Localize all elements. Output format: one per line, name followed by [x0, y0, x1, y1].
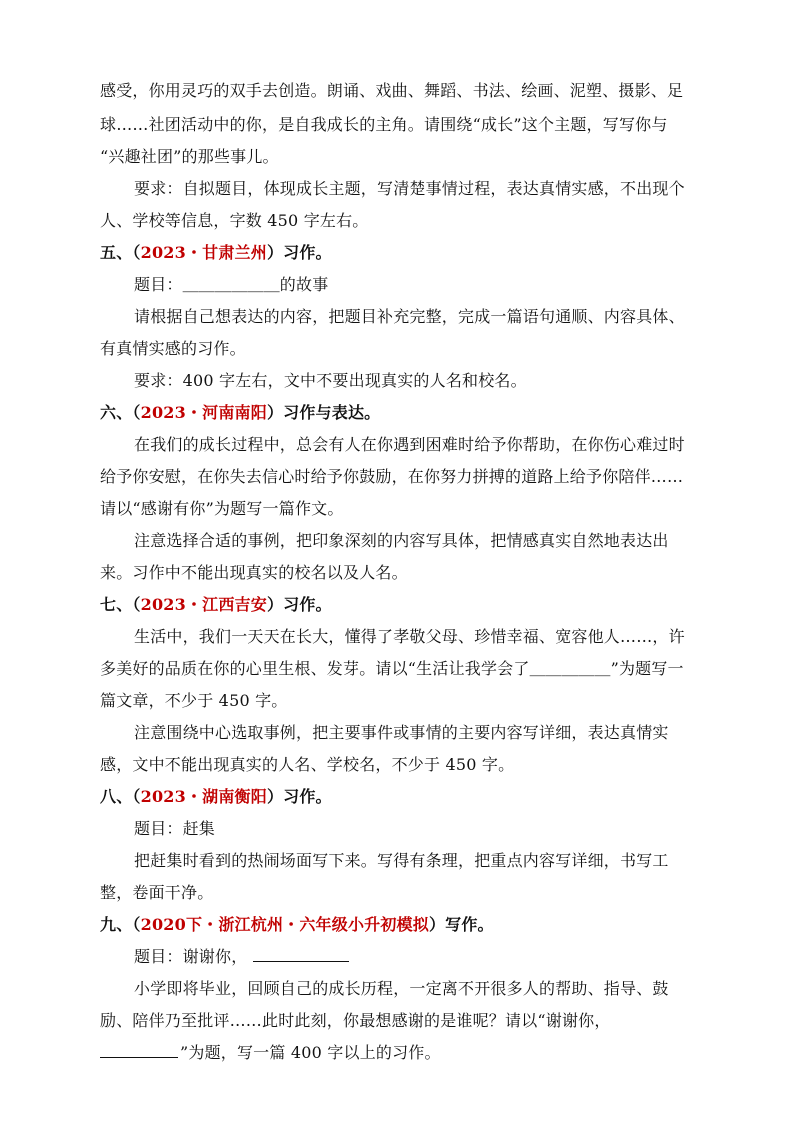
paragraph-line: ”为题，写一篇 400 字以上的习作。 — [100, 1043, 441, 1063]
question-8-heading: 八、（2023・湖南衡阳）习作。 — [100, 787, 332, 806]
paragraph-line: 来。习作中不能出现真实的校名以及人名。 — [100, 563, 408, 582]
question-source: 2023・江西吉安 — [140, 595, 267, 614]
question-6-heading: 六、（2023・河南南阳）习作与表达。 — [100, 403, 381, 422]
question-8-title: 题目：赶集 — [134, 819, 216, 838]
question-source: 2023・湖南衡阳 — [140, 787, 267, 806]
paragraph-line: 把赶集时看到的热闹场面写下来。写得有条理，把重点内容写详细，书写工 — [134, 851, 669, 870]
paragraph-line: 请根据自己想表达的内容，把题目补充完整，完成一篇语句通顺、内容具体、 — [134, 307, 685, 326]
text-line: “兴趣社团”的那些事儿。 — [100, 147, 279, 166]
question-source: 2023・甘肃兰州 — [140, 243, 267, 262]
question-5-title: 题目：＿＿＿＿＿＿的故事 — [134, 275, 329, 294]
paragraph-line: 注意围绕中心选取事例，把主要事件或事情的主要内容写详细，表达真情实 — [134, 723, 669, 742]
answer-blank — [100, 1043, 178, 1058]
paragraph-line: 篇文章，不少于 450 字。 — [100, 691, 288, 710]
question-source: 2020下・浙江杭州・六年级小升初模拟 — [140, 915, 429, 934]
requirement-line: 要求：400 字左右，文中不要出现真实的人名和校名。 — [134, 371, 527, 390]
question-source: 2023・河南南阳 — [140, 403, 267, 422]
paragraph-line: 整，卷面干净。 — [100, 883, 214, 902]
text-line: 球……社团活动中的你，是自我成长的主角。请围绕“成长”这个主题，写写你与 — [100, 115, 668, 134]
question-9-heading: 九、（2020下・浙江杭州・六年级小升初模拟）写作。 — [100, 915, 494, 934]
paragraph-line: 生活中，我们一天天在长大，懂得了孝敬父母、珍惜幸福、宽容他人……，许 — [134, 627, 685, 646]
paragraph-line: 小学即将毕业，回顾自己的成长历程，一定离不开很多人的帮助、指导、鼓 — [134, 979, 669, 998]
paragraph-line: 请以“感谢有你”为题写一篇作文。 — [100, 499, 344, 518]
text-line: 人、学校等信息，字数 450 字左右。 — [100, 211, 369, 230]
paragraph-line: 给予你安慰，在你失去信心时给予你鼓励，在你努力拼搏的道路上给予你陪伴…… — [100, 467, 684, 486]
answer-blank — [253, 947, 349, 962]
paragraph-line: 有真情实感的习作。 — [100, 339, 246, 358]
requirement-line: 要求：自拟题目，体现成长主题，写清楚事情过程，表达真情实感，不出现个 — [134, 179, 685, 198]
question-7-heading: 七、（2023・江西吉安）习作。 — [100, 595, 332, 614]
paragraph-line: 感，文中不能出现真实的人名、学校名，不少于 450 字。 — [100, 755, 515, 774]
text-line: 感受，你用灵巧的双手去创造。朗诵、戏曲、舞蹈、书法、绘画、泥塑、摄影、足 — [100, 81, 684, 100]
question-9-title: 题目：谢谢你， — [134, 947, 349, 967]
paragraph-line: 注意选择合适的事例，把印象深刻的内容写具体，把情感真实自然地表达出 — [134, 531, 669, 550]
paragraph-line: 在我们的成长过程中，总会有人在你遇到困难时给予你帮助，在你伤心难过时 — [134, 435, 685, 454]
paragraph-line: 多美好的品质在你的心里生根、发芽。请以“生活让我学会了＿＿＿＿＿”为题写一 — [100, 659, 684, 678]
paragraph-line: 励、陪伴乃至批评……此时此刻，你最想感谢的是谁呢？请以“谢谢你， — [100, 1011, 611, 1030]
question-5-heading: 五、（2023・甘肃兰州）习作。 — [100, 243, 332, 262]
